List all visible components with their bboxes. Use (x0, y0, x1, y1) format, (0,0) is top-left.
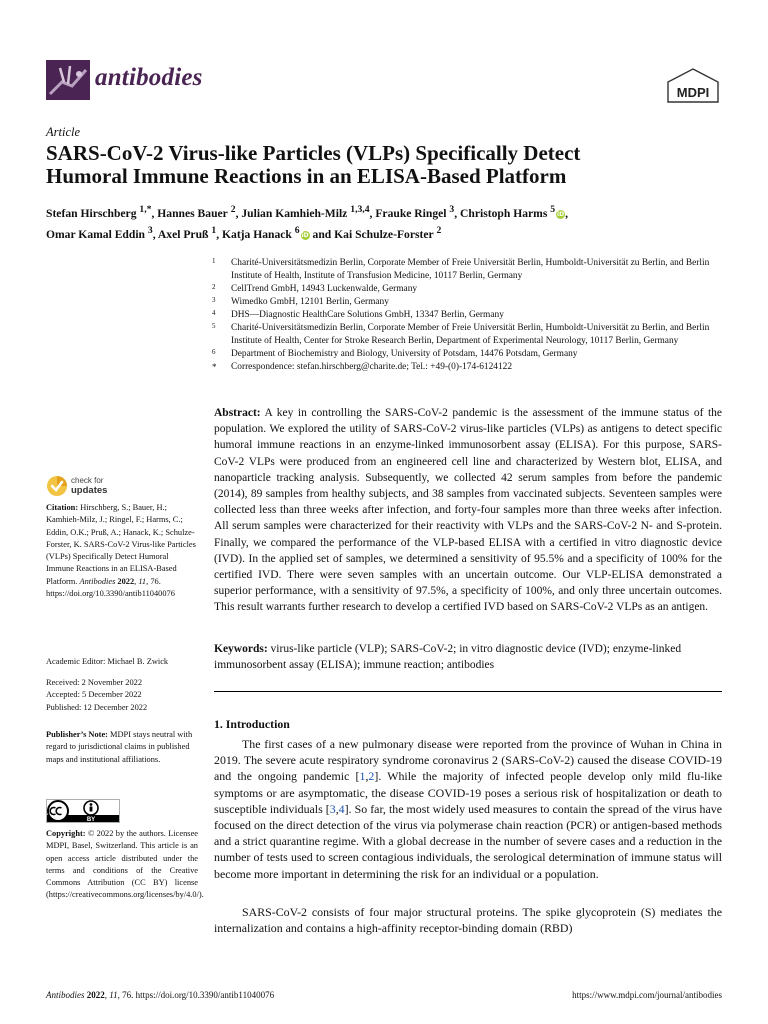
orcid-icon[interactable]: iD (301, 231, 309, 239)
title-line-1: SARS-CoV-2 Virus-like Particles (VLPs) Specifically Detect (46, 141, 581, 165)
footer-journal-url[interactable]: https://www.mdpi.com/journal/antibodies (572, 990, 722, 1000)
section-divider (214, 691, 722, 692)
article-type: Article (46, 125, 81, 139)
section-heading-introduction: 1. Introduction (214, 717, 290, 731)
check-for-updates-button[interactable]: check for updates (46, 475, 156, 499)
affiliation: 3 Wimedko GmbH, 12101 Berlin, Germany (212, 296, 389, 307)
journal-name: antibodies (95, 64, 203, 91)
affiliations (212, 257, 724, 374)
author[interactable]: Julian Kamhieh-Milz $^{1,3,4}$ (241, 204, 370, 220)
accepted-date: Accepted: 5 December 2022 (46, 690, 142, 700)
affiliation: 5 Charité-Universitätsmedizin Berlin, Corporate Member of Freie Universität Berlin, Humboldt-Universität zu Berlin, and Berlin Institute of Health, Center for Stroke Research Berlin, Department of Experimental Neurology, 10117 Berlin, Germany (212, 322, 710, 346)
citation-link[interactable]: 1 (359, 769, 366, 784)
abstract-text: A key in controlling the SARS-CoV-2 pandemic is the assessment of the immune status of the population. We explored the utility of SARS-CoV-2 virus-like particles (VLPs) as antigens to detect specific humoral immune reactions in an enzyme-linked immunosorbent assay (ELISA). For this purpose, SARS-CoV-2 VLPs were produced from an engineered cell line and characterized by Western blot, ELISA, and nanoparticle tracking analysis. Subsequently, we collected 42 serum samples from before the pandemic (2014), 89 samples from healthy subjects, and 38 samples from vaccinated subjects. Seventeen samples were collected less than three weeks after infection, and forty-four samples more than three weeks after infection. All serum samples were characterized for their reactivity with VLPs and the SARS-CoV-2 N- and S-protein. Finally, we compared the performance of the VLP-based ELISA with a certified in vitro diagnostic device (IVD). In the applied set of samples, we determined a sensitivity of 95.5% and a specificity of 100% for the certified IVD. There were seven samples with an uncertain outcome. Our VLP-ELISA demonstrated a superior performance, with a sensitivity of 97.5%, a specificity of 100%, and only three uncertain outcomes. This result warrants further research to develop a certified IVD based on SARS-CoV-2 VLPs as an antigen. (214, 407, 722, 614)
affiliation: 1 Charité-Universitätsmedizin Berlin, Corporate Member of Freie Universität Berlin, Humboldt-Universität zu Berlin, and Berlin Institute of Health, Institute of Transfusion Medicine, 10117 Berlin, Germany (212, 257, 710, 281)
citation-link[interactable]: 4 (338, 801, 345, 816)
citation-link[interactable]: 2 (368, 769, 375, 784)
orcid-icon[interactable]: iD (557, 210, 565, 218)
author[interactable]: Hannes Bauer $^2$ (157, 204, 236, 220)
check-for-updates-icon (46, 475, 68, 497)
author[interactable]: Katja Hanack $^6$ iD (222, 224, 309, 241)
journal-logo-icon (46, 60, 90, 100)
author[interactable]: Christoph Harms $^5$ iD (460, 204, 565, 220)
citation-block: Citation: Hirschberg, S.; Bauer, H.; Kamhieh-Milz, J.; Ringel, F.; Harms, C.; Eddin, O.K.; Pruß, A.; Hanack, K.; Schulze-Forster, K. SARS-CoV-2 Virus-like Particles (VLPs) Specifically Detect Humoral Immune Reactions in an ELISA-Based Platform. Antibodies 2022, 11, 76. https://doi.org/10.3390/antib11040076 (46, 503, 196, 599)
abstract (214, 405, 722, 616)
abstract-label: Abstract: (214, 407, 261, 419)
title-line-2: Humoral Immune Reactions in an ELISA-Based Platform (46, 164, 567, 188)
footer-doi-link[interactable]: , 76. https://doi.org/10.3390/antib11040076 (117, 990, 275, 1000)
author-list: Stefan Hirschberg $^{1,*}$, Hannes Bauer $^2$, Julian Kamhieh-Milz $^{1,3,4}$, Frauke Ringel $^3$, Christoph Harms $^5$ iD, Omar Kamal Eddin $^3$, Axel Pruß $^1$, Katja Hanack $^6$ iD and Kai Schulze-Forster $^2$ (46, 204, 568, 241)
received-date: Received: 2 November 2022 (46, 678, 143, 687)
keywords-text: virus-like particle (VLP); SARS-CoV-2; in vitro diagnostic device (IVD); enzyme-linked immunosorbent assay (ELISA); immune reaction; antibodies (214, 643, 682, 672)
affiliation: 6 Department of Biochemistry and Biology, University of Potsdam, 14476 Potsdam, Germany (212, 348, 578, 359)
published-date: Published: 12 December 2022 (46, 702, 148, 712)
academic-editor: Academic Editor: Michael B. Zwick (46, 657, 169, 666)
correspondence[interactable]: * Correspondence: stefan.hirschberg@charite.de; Tel.: +49-(0)-174-6124122 (212, 362, 513, 372)
author[interactable]: Omar Kamal Eddin $^3$ (46, 224, 153, 241)
citation-link[interactable]: 3 (329, 801, 336, 816)
copyright-notice: Copyright: © 2022 by the authors. Licensee MDPI, Basel, Switzerland. This article is an open access article distributed under the terms and conditions of the Creative Commons Attribution (CC BY) license (https://creativecommons.org/licenses/by/4.0/). (46, 829, 204, 900)
mdpi-logo-text: MDPI (676, 85, 710, 100)
footer-citation: Antibodies 2022, 11, 76. https://doi.org/10.3390/antib11040076 (46, 990, 275, 1000)
mdpi-logo-icon (666, 68, 720, 104)
affiliation: 2 CellTrend GmbH, 14943 Luckenwalde, Germany (212, 283, 418, 294)
intro-paragraph-2: SARS-CoV-2 consists of four major structural proteins. The spike glycoprotein (S) mediates the internalization and contains a high-affinity receptor-binding domain (RBD) (214, 905, 722, 936)
cc-by-label: BY (86, 817, 96, 823)
intro-paragraph-1: The first cases of a new pulmonary disease were reported from the province of Wuhan in China in 2019. The severe acute respiratory syndrome coronavirus 2 (SARS-CoV-2) caused the disease COVID-19 and the ongoing pandemic [1,2]. While the majority of infected people develop only mild flu-like symptoms or are asymptomatic, the disease COVID-19 poses a serious risk of hospitalization or death to susceptible individuals [3,4]. So far, the most widely used measures to contain the spread of the virus have focused on the direct detection of the virus via polymerase chain reaction (PCR) or antigen-based methods and a strict quarantine regime. With a global decrease in the number of severe cases and a reduction in the number of tests used to screen contagious individuals, the serological determination of immune status will become more important in determining the risk for an individual or a population. (214, 737, 722, 881)
author[interactable]: Axel Pruß $^1$ (157, 224, 217, 241)
keywords (214, 641, 722, 673)
keywords-label: Keywords: (214, 643, 268, 655)
publication-dates (46, 677, 198, 714)
publisher-note: Publisher’s Note: MDPI stays neutral with regard to jurisdictional claims in published maps and institutional affiliations. (46, 730, 193, 764)
article-title (46, 142, 736, 188)
affiliation: 4 DHS—Diagnostic HealthCare Solutions GmbH, 13347 Berlin, Germany (212, 309, 504, 320)
citation-doi-link[interactable]: , 76. https://doi.org/10.3390/antib11040076 (46, 576, 175, 599)
author[interactable]: Kai Schulze-Forster $^2$ (334, 224, 442, 241)
author[interactable]: Stefan Hirschberg $^{1,*}$ (46, 204, 152, 220)
cc-by-license-icon[interactable] (46, 799, 120, 823)
author[interactable]: Frauke Ringel $^3$ (375, 204, 455, 220)
